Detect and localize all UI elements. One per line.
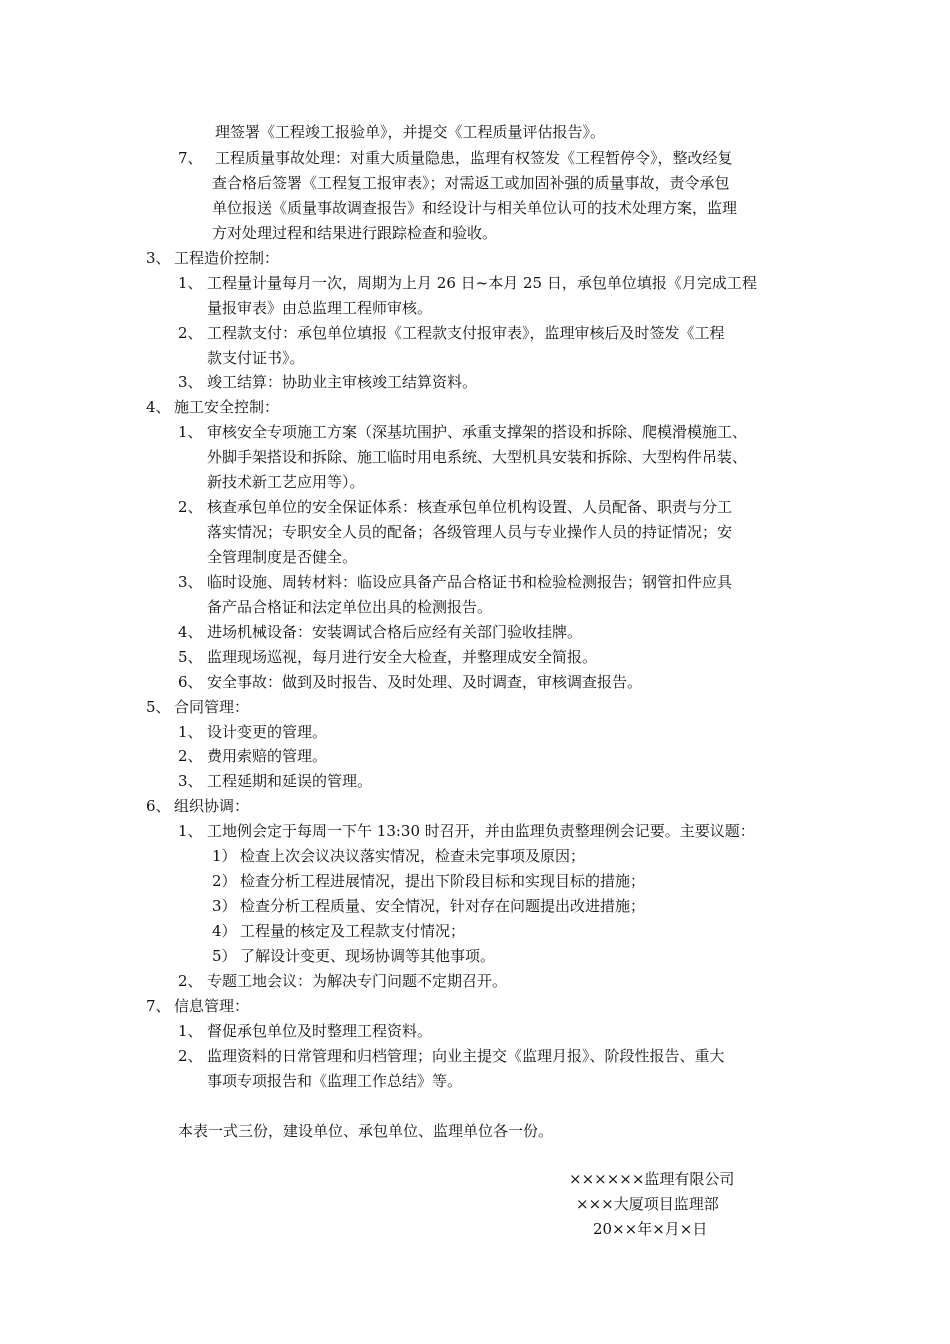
text-line: 安全事故：做到及时报告、及时处理、及时调查，审核调查报告。 — [207, 673, 643, 691]
list-number: 1、 — [178, 423, 203, 441]
text-line: 督促承包单位及时整理工程资料。 — [207, 1022, 433, 1040]
section-heading: 组织协调： — [174, 797, 250, 815]
text-line: 全管理制度是否健全。 — [207, 548, 358, 566]
section-heading: 信息管理： — [174, 997, 250, 1015]
section-heading: 施工安全控制： — [174, 398, 280, 416]
sub-list-number: 5） — [212, 947, 237, 965]
text-line: 核查承包单位的安全保证体系：核查承包单位机构设置、人员配备、职责与分工 — [207, 498, 733, 516]
text-line: 竣工结算：协助业主审核竣工结算资料。 — [207, 373, 478, 391]
list-number: 1、 — [178, 1022, 203, 1040]
text-line: 方对处理过程和结果进行跟踪检查和验收。 — [212, 224, 498, 242]
signature-date: 20××年×月×日 — [593, 1220, 708, 1238]
signature-company: ××××××监理有限公司 — [569, 1170, 735, 1188]
section-number: 4、 — [146, 398, 171, 416]
text-line: 进场机械设备：安装调试合格后应经有关部门验收挂牌。 — [207, 623, 583, 641]
sub-list-number: 3） — [212, 897, 237, 915]
text-line: 量报审表》由总监理工程师审核。 — [207, 299, 433, 317]
text-line: 工程量的核定及工程款支付情况； — [240, 922, 466, 940]
list-number: 2、 — [178, 972, 203, 990]
text-line: 工程款支付：承包单位填报《工程款支付报审表》，监理审核后及时签发《工程 — [207, 324, 725, 342]
text-line: 检查分析工程进展情况，提出下阶段目标和实现目标的措施； — [240, 872, 646, 890]
list-number: 2、 — [178, 747, 203, 765]
list-number: 6、 — [178, 673, 203, 691]
text-line: 事项专项报告和《监理工作总结》等。 — [207, 1072, 463, 1090]
list-number: 3、 — [178, 573, 203, 591]
text-line: 审核安全专项施工方案（深基坑围护、承重支撑架的搭设和拆除、爬模滑模施工、 — [207, 423, 748, 441]
text-line: 备产品合格证和法定单位出具的检测报告。 — [207, 598, 493, 616]
text-line: 工程延期和延误的管理。 — [207, 772, 373, 790]
section-heading: 工程造价控制： — [174, 249, 280, 267]
text-line: 单位报送《质量事故调查报告》和经设计与相关单位认可的技术处理方案，监理 — [212, 199, 738, 217]
text-line: 工地例会定于每周一下午 13:30 时召开，并由监理负责整理例会记要。主要议题： — [207, 822, 755, 840]
text-line: 费用索赔的管理。 — [207, 747, 328, 765]
text-line: 了解设计变更、现场协调等其他事项。 — [240, 947, 496, 965]
section-number: 6、 — [146, 797, 171, 815]
list-number: 1、 — [178, 274, 203, 292]
section-heading: 合同管理： — [174, 698, 250, 716]
text-line: 查合格后签署《工程复工报审表》；对需返工或加固补强的质量事故，责令承包 — [212, 174, 730, 192]
text-line: 监理现场巡视，每月进行安全大检查，并整理成安全简报。 — [207, 648, 598, 666]
text-line: 新技术新工艺应用等）。 — [207, 473, 365, 491]
text-line: 专题工地会议：为解决专门问题不定期召开。 — [207, 972, 508, 990]
signature-department: ×××大厦项目监理部 — [576, 1195, 719, 1213]
list-number: 2、 — [178, 498, 203, 516]
list-number: 2、 — [178, 324, 203, 342]
sub-list-number: 2） — [212, 872, 237, 890]
sub-list-number: 4） — [212, 922, 237, 940]
sub-list-number: 1） — [212, 847, 237, 865]
list-number: 1、 — [178, 723, 203, 741]
text-line: 设计变更的管理。 — [207, 723, 328, 741]
text-line: 外脚手架搭设和拆除、施工临时用电系统、大型机具安装和拆除、大型构件吊装、 — [207, 448, 748, 466]
list-number: 3、 — [178, 772, 203, 790]
text-line: 监理资料的日常管理和归档管理；向业主提交《监理月报》、阶段性报告、重大 — [207, 1047, 725, 1065]
text-line: 检查上次会议决议落实情况，检查未完事项及原因； — [240, 847, 586, 865]
section-number: 7、 — [146, 997, 171, 1015]
text-line: 理签署《工程竣工报验单》，并提交《工程质量评估报告》。 — [215, 123, 606, 141]
section-number: 3、 — [146, 249, 171, 267]
list-number: 2、 — [178, 1047, 203, 1065]
list-number: 1、 — [178, 822, 203, 840]
list-number: 7、 — [178, 149, 203, 167]
list-number: 4、 — [178, 623, 203, 641]
distribution-note: 本表一式三份，建设单位、承包单位、监理单位各一份。 — [178, 1122, 554, 1140]
text-line: 临时设施、周转材料：临设应具备产品合格证书和检验检测报告；钢管扣件应具 — [207, 573, 733, 591]
text-line: 工程质量事故处理：对重大质量隐患，监理有权签发《工程暂停令》，整改经复 — [215, 149, 733, 167]
text-line: 款支付证书》。 — [207, 349, 305, 367]
text-line: 检查分析工程质量、安全情况，针对存在问题提出改进措施； — [240, 897, 646, 915]
list-number: 5、 — [178, 648, 203, 666]
section-number: 5、 — [146, 698, 171, 716]
text-line: 工程量计量每月一次，周期为上月 26 日~本月 25 日，承包单位填报《月完成工程 — [207, 274, 757, 292]
list-number: 3、 — [178, 373, 203, 391]
text-line: 落实情况；专职安全人员的配备；各级管理人员与专业操作人员的持证情况；安 — [207, 523, 733, 541]
